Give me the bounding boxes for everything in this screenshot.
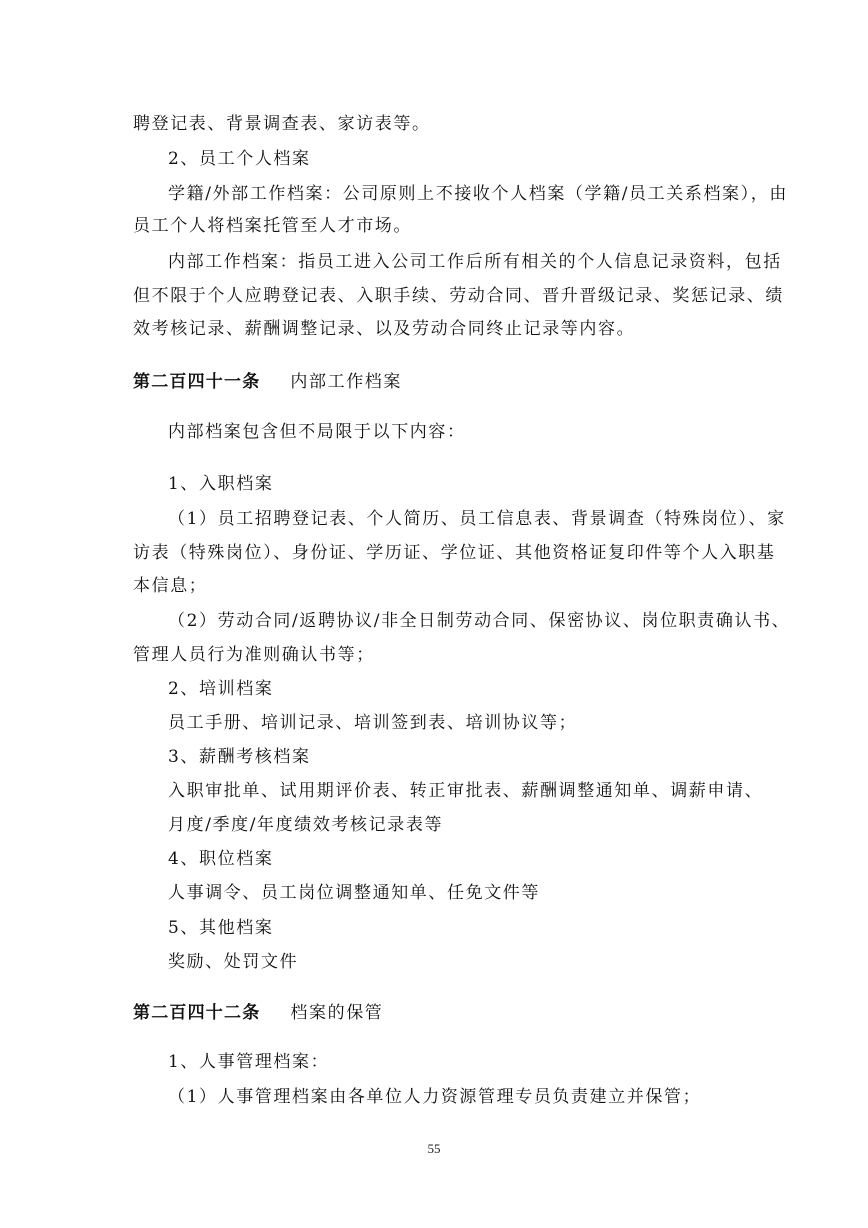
paragraph-line: （1）人事管理档案由各单位人力资源管理专员负责建立并保管； [168,1087,702,1107]
page-number: 55 [427,1141,441,1156]
paragraph-line: （1）员工招聘登记表、个人简历、员工信息表、背景调查（特殊岗位）、家 [168,509,786,529]
article-number: 第二百四十一条 [133,372,261,392]
paragraph-line: （2）劳动合同/返聘协议/非全日制劳动合同、保密协议、岗位职责确认书、 [168,611,791,631]
paragraph-line: 本信息； [133,576,208,596]
paragraph-line: 内部档案包含但不局限于以下内容： [168,422,466,442]
paragraph-line: 聘登记表、背景调查表、家访表等。 [133,114,431,134]
section-heading-line: 2、培训档案 [168,679,274,699]
section-heading-line: 4、职位档案 [168,849,274,869]
paragraph-line: 内部工作档案：指员工进入公司工作后所有相关的个人信息记录资料，包括 [168,252,782,272]
article-heading [133,1001,383,1025]
paragraph-line: 月度/季度/年度绩效考核记录表等 [168,815,444,835]
article-title: 内部工作档案 [290,372,403,392]
paragraph-line: 奖励、处罚文件 [168,952,299,972]
section-heading-line: 2、员工个人档案 [168,149,311,169]
article-number: 第二百四十二条 [133,1003,261,1023]
section-heading-line: 3、薪酬考核档案 [168,747,311,767]
paragraph-line: 员工个人将档案托管至人才市场。 [133,216,412,236]
paragraph-line: 员工手册、培训记录、培训签到表、培训协议等； [168,713,578,733]
paragraph-line: 访表（特殊岗位）、身份证、学历证、学位证、其他资格证复印件等个人入职基 [133,543,776,563]
article-title: 档案的保管 [290,1003,384,1023]
section-heading-line: 1、入职档案 [168,474,274,494]
paragraph-line: 但不限于个人应聘登记表、入职手续、劳动合同、晋升晋级记录、奖惩记录、绩 [133,286,784,306]
article-heading [133,370,402,394]
section-heading-line: 1、人事管理档案： [168,1052,330,1072]
section-heading-line: 5、其他档案 [168,918,274,938]
paragraph-line: 效考核记录、薪酬调整记录、以及劳动合同终止记录等内容。 [133,319,636,339]
paragraph-line: 管理人员行为准则确认书等； [133,645,375,665]
paragraph-line: 人事调令、员工岗位调整通知单、任免文件等 [168,883,540,903]
paragraph-line: 学籍/外部工作档案：公司原则上不接收个人档案（学籍/员工关系档案），由 [168,184,788,204]
paragraph-line: 入职审批单、试用期评价表、转正审批表、薪酬调整通知单、调薪申请、 [168,781,764,801]
